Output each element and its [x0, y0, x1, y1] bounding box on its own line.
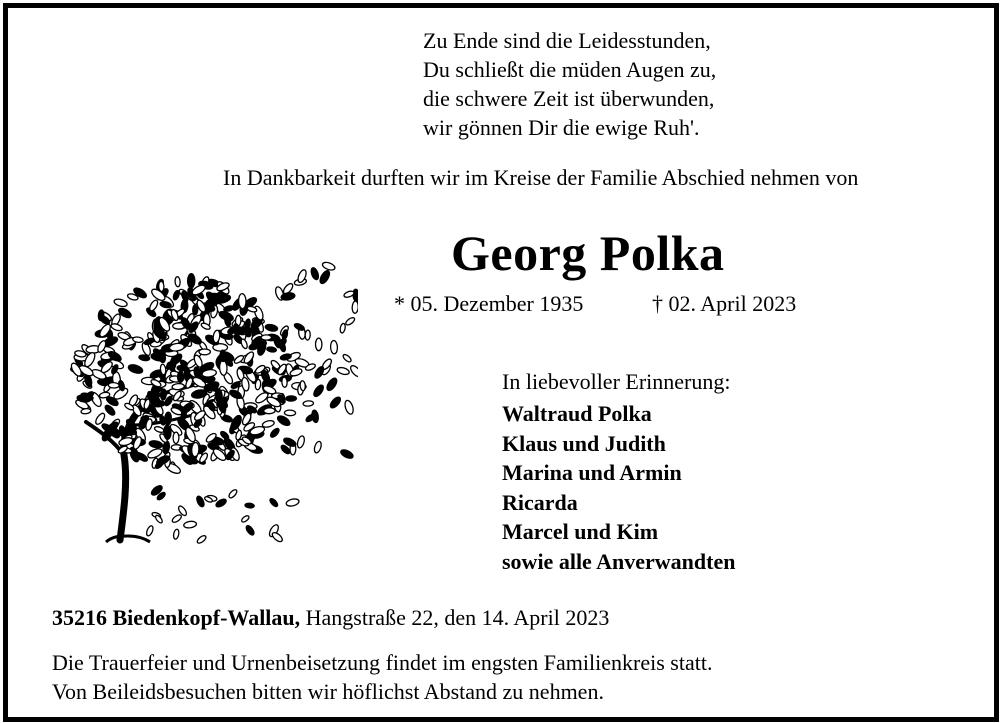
leaf — [340, 448, 355, 460]
mourner-name: Marina und Armin — [502, 460, 682, 485]
leaf — [127, 363, 143, 375]
leaf — [172, 290, 180, 301]
leaf — [305, 330, 311, 340]
leaf — [293, 322, 305, 331]
address-line — [52, 605, 609, 631]
leaf — [303, 401, 314, 407]
tree-leaves — [69, 261, 358, 545]
poem-line: Zu Ende sind die Leidesstunden, — [423, 28, 711, 53]
leaf — [286, 498, 300, 507]
tree-root — [106, 536, 150, 542]
leaf — [321, 261, 335, 272]
leaf — [118, 436, 133, 446]
deceased-name: Georg Polka — [451, 225, 725, 281]
leaf — [345, 316, 356, 326]
leaf — [269, 427, 280, 439]
leaf — [196, 534, 207, 544]
leaf — [352, 301, 358, 313]
leaf — [241, 515, 251, 524]
leaf — [149, 440, 163, 449]
leaf — [264, 408, 276, 414]
mourner-name: Marcel und Kim — [502, 519, 659, 544]
poem — [423, 26, 716, 142]
leaf — [154, 514, 163, 524]
leaf — [282, 377, 288, 388]
mourner-name: Klaus und Judith — [502, 430, 666, 456]
intro-text: In Dankbarkeit durften wir im Kreise der Familie Abschied nehmen von — [223, 165, 859, 190]
leaf — [152, 400, 165, 407]
leaf — [173, 529, 180, 540]
leaf — [228, 488, 238, 499]
place: 35216 Biedenkopf-Wallau, — [52, 605, 301, 630]
leaf — [220, 350, 226, 362]
leaf — [296, 435, 305, 449]
leaf — [265, 323, 278, 332]
leaf — [269, 497, 279, 507]
windblown-tree-icon — [58, 240, 358, 545]
leaf — [110, 322, 123, 331]
leaf — [261, 335, 271, 340]
address-date: Hangstraße 22, den 14. April 2023 — [300, 605, 610, 630]
leaf — [271, 531, 284, 543]
leaf — [284, 410, 295, 416]
memorial-heading: In liebevoller Erinnerung: — [502, 369, 731, 394]
leaf — [160, 389, 166, 400]
leaf — [145, 525, 154, 537]
leaf — [81, 408, 91, 414]
poem-line: wir gönnen Dir die ewige Ruh'. — [423, 115, 700, 140]
leaf — [223, 305, 234, 312]
mourners-list — [502, 399, 735, 576]
mourner-name: Waltraud Polka — [502, 401, 652, 426]
leaf — [330, 340, 337, 354]
leaf — [266, 346, 276, 352]
notice-line: Die Trauerfeier und Urnenbeisetzung findet im engsten Familienkreis statt. — [52, 650, 713, 675]
leaf — [193, 354, 204, 368]
leaf — [238, 293, 246, 308]
leaf — [195, 495, 205, 508]
leaf — [245, 524, 256, 536]
leaf — [178, 371, 184, 382]
leaf — [173, 432, 179, 443]
leaf — [336, 366, 350, 375]
leaf — [342, 353, 352, 363]
leaf — [172, 383, 185, 390]
mourner-name: sowie alle Anverwandten — [502, 548, 736, 574]
leaf — [325, 377, 339, 393]
leaf — [191, 442, 199, 457]
leaf — [219, 360, 227, 375]
poem-line: Du schließt die müden Augen zu, — [423, 57, 717, 82]
leaf — [183, 521, 197, 529]
leaf — [187, 274, 194, 289]
leaf — [240, 338, 248, 349]
leaf — [164, 425, 172, 439]
leaf — [171, 513, 183, 523]
leaf — [343, 399, 354, 415]
leaf — [154, 426, 165, 434]
leaf — [148, 299, 159, 312]
leaf — [229, 414, 243, 431]
notice — [52, 648, 712, 706]
leaf — [212, 330, 220, 343]
leaf — [310, 267, 320, 281]
birth-date: * 05. Dezember 1935 — [394, 291, 584, 316]
leaf — [329, 395, 343, 409]
death-date: † 02. April 2023 — [652, 291, 797, 316]
leaf — [286, 396, 297, 401]
leaf — [318, 269, 331, 285]
leaf — [255, 379, 261, 390]
leaf — [108, 382, 119, 388]
leaf — [316, 338, 322, 351]
leaf — [199, 349, 210, 355]
obituary-notice — [3, 3, 999, 722]
leaf — [113, 298, 128, 308]
leaf — [175, 277, 181, 287]
leaf — [312, 384, 325, 399]
poem-line: die schwere Zeit ist überwunden, — [423, 86, 715, 111]
notice-line: Von Beileidsbesuchen bitten wir höflichst Abstand zu nehmen. — [52, 679, 604, 704]
leaf — [245, 503, 255, 509]
mourner-name: Ricarda — [502, 489, 578, 515]
leaf — [300, 381, 306, 391]
leaf — [313, 441, 322, 454]
leaf — [339, 323, 346, 333]
leaf — [349, 364, 358, 379]
